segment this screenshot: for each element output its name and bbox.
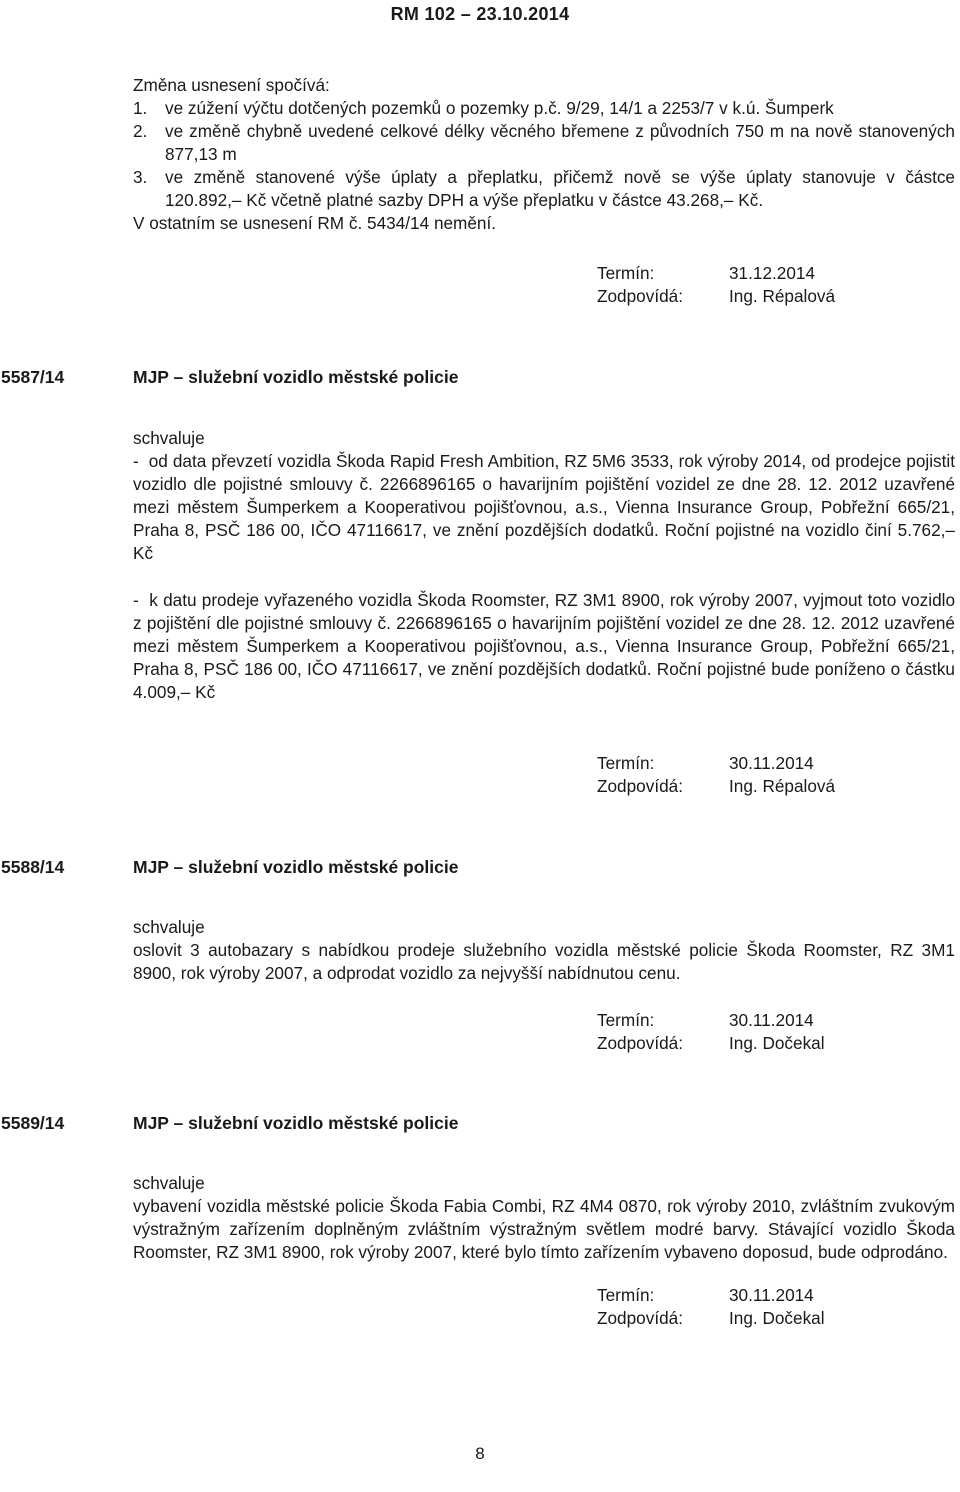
change-item <box>133 120 955 166</box>
change-item <box>133 97 955 120</box>
resolution-number: 5587/14 <box>1 367 65 387</box>
resolution-body <box>133 450 955 565</box>
resolution-body <box>133 589 955 704</box>
resolution-verb: schvaluje <box>133 917 205 937</box>
termin-label: Termín: <box>597 263 655 283</box>
resolution-5588 <box>0 856 960 879</box>
deadline-block <box>597 752 957 798</box>
dash-bullet: - <box>133 451 149 471</box>
resolution-text: oslovit 3 autobazary s nabídkou prodeje služebního vozidla městské policie Škoda Roomster, RZ 3M1 8900, rok výroby 2007, a odprodat vozidlo za nejvyšší nabídnutou cenu. <box>133 940 955 983</box>
resolution-5587 <box>0 366 960 389</box>
responsible-value: Ing. Répalová <box>729 776 836 796</box>
change-list <box>133 97 955 212</box>
resolution-5589 <box>0 1112 960 1135</box>
termin-value: 31.12.2014 <box>729 263 816 283</box>
deadline-block <box>597 1009 957 1055</box>
resolution-verb: schvaluje <box>133 428 205 448</box>
termin-label: Termín: <box>597 1010 655 1030</box>
resolution-title: MJP – služební vozidlo městské policie <box>133 857 459 877</box>
change-item-number: 2. <box>133 121 148 141</box>
resolution-title: MJP – služební vozidlo městské policie <box>133 1113 459 1133</box>
resolution-verb: schvaluje <box>133 1173 205 1193</box>
responsible-value: Ing. Répalová <box>729 286 836 306</box>
responsible-value: Ing. Dočekal <box>729 1308 825 1328</box>
responsible-label: Zodpovídá: <box>597 1308 683 1328</box>
responsible-label: Zodpovídá: <box>597 286 683 306</box>
termin-label: Termín: <box>597 1285 655 1305</box>
termin-value: 30.11.2014 <box>729 1010 814 1030</box>
change-item-number: 1. <box>133 98 148 118</box>
intro-closing: V ostatním se usnesení RM č. 5434/14 nemění. <box>133 213 497 233</box>
deadline-block <box>597 1284 957 1330</box>
document-header: RM 102 – 23.10.2014 <box>390 4 570 24</box>
responsible-label: Zodpovídá: <box>597 1033 683 1053</box>
resolution-item-text: od data převzetí vozidla Škoda Rapid Fresh Ambition, RZ 5M6 3533, rok výroby 2014, od prodejce pojistit vozidlo dle pojistné smlouvy č. 2266896165 o havarijním pojištění vozidel ze dne 28. 12. 2012 uzavřené mezi městem Šumperkem a Kooperativou pojišťovnou, a.s., Vienna Insurance Group, Pobřežní 665/21, Praha 8, PSČ 186 00, IČO 47116617, ve znění pozdějších dodatků. Roční pojistné na vozidlo činí 5.762,– Kč <box>133 451 955 563</box>
change-item-text: ve změně chybně uvedené celkové délky věcného břemene z původních 750 m na nově stanovených 877,13 m <box>165 121 955 164</box>
change-item <box>133 166 955 212</box>
resolution-number: 5589/14 <box>1 1113 65 1133</box>
responsible-value: Ing. Dočekal <box>729 1033 825 1053</box>
dash-bullet: - <box>133 590 150 610</box>
resolution-item-text: k datu prodeje vyřazeného vozidla Škoda Roomster, RZ 3M1 8900, rok výroby 2007, vyjmout toto vozidlo z pojištění dle pojistné smlouvy č. 2266896165 o havarijním pojištění vozidel ze dne 28. 12. 2012 uzavřené mezi městem Šumperkem a Kooperativou pojišťovnou, a.s., Vienna Insurance Group, Pobřežní 665/21, Praha 8, PSČ 186 00, IČO 47116617, ve znění pozdějších dodatků. Roční pojistné bude poníženo o částku 4.009,– Kč <box>133 590 956 702</box>
resolution-heading <box>0 366 960 389</box>
resolution-item <box>133 589 955 704</box>
responsible-label: Zodpovídá: <box>597 776 683 796</box>
page-number: 8 <box>475 1444 485 1463</box>
intro-lead: Změna usnesení spočívá: <box>133 75 330 95</box>
deadline-block <box>597 262 957 308</box>
resolution-number: 5588/14 <box>1 857 65 877</box>
resolution-heading <box>0 1112 960 1135</box>
resolution-heading <box>0 856 960 879</box>
resolution-text: vybavení vozidla městské policie Škoda Fabia Combi, RZ 4M4 0870, rok výroby 2010, zvláštním zvukovým výstražným zařízením doplněným zvláštním výstražným světlem modré barvy. Stávající vozidlo Škoda Roomster, RZ 3M1 8900, rok výroby 2007, které bylo tímto zařízením vybaveno doposud, bude odprodáno. <box>133 1196 955 1262</box>
termin-label: Termín: <box>597 753 655 773</box>
change-item-text: ve zúžení výčtu dotčených pozemků o pozemky p.č. 9/29, 14/1 a 2253/7 v k.ú. Šumperk <box>165 98 834 118</box>
intro-section <box>133 74 955 235</box>
termin-value: 30.11.2014 <box>729 753 814 773</box>
resolution-title: MJP – služební vozidlo městské policie <box>133 367 459 387</box>
termin-value: 30.11.2014 <box>729 1285 814 1305</box>
resolution-item <box>133 450 955 565</box>
change-item-number: 3. <box>133 167 148 187</box>
change-item-text: ve změně stanovené výše úplaty a přeplatku, přičemž nově se výše úplaty stanovuje v částce 120.892,– Kč včetně platné sazby DPH a výše přeplatku v částce 43.268,– Kč. <box>165 167 955 210</box>
